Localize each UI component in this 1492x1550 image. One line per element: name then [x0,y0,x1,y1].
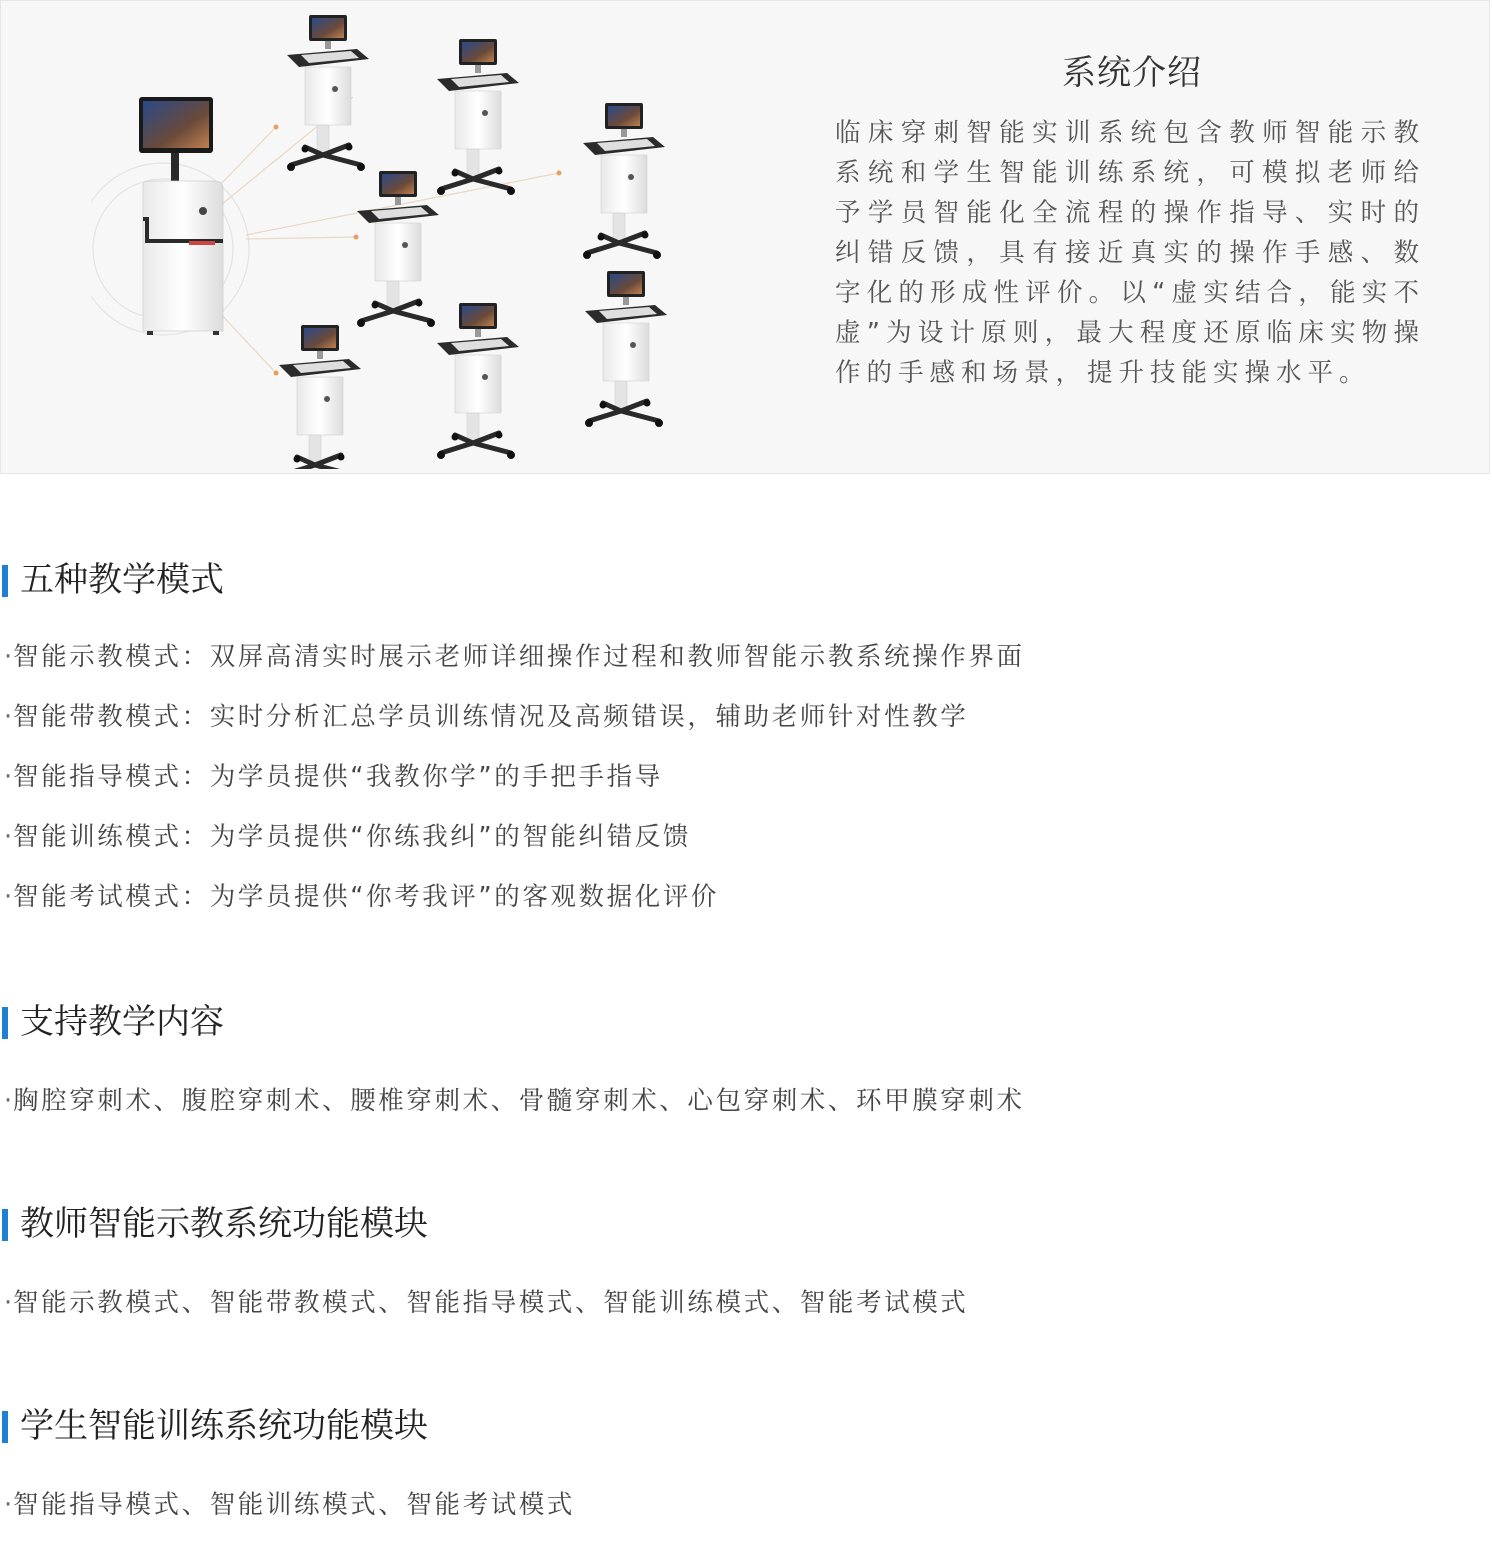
product-network-illustration [91,9,691,469]
list-item [0,1288,1492,1348]
section-title: 学生智能训练系统功能模块 [20,1406,428,1446]
section-heading [0,1404,1492,1448]
heading-accent-bar [2,565,8,597]
student-cart-icon [279,15,667,469]
list-item [0,1086,1492,1146]
section-title: 五种教学模式 [20,560,224,600]
bullet-dot-icon: · [4,1086,15,1116]
heading-accent-bar [2,1411,8,1443]
list-item-text: 智能带教模式：实时分析汇总学员训练情况及高频错误，辅助老师针对性教学 [13,702,969,732]
list-item-text: 智能指导模式、智能训练模式、智能考试模式 [13,1490,576,1520]
list-item [0,762,1492,822]
list-item [0,642,1492,702]
list-item [0,822,1492,882]
section-heading [0,1202,1492,1246]
bullet-dot-icon: · [4,1288,15,1318]
section-title: 教师智能示教系统功能模块 [20,1204,428,1244]
list-item [0,1490,1492,1550]
list-item-text: 智能训练模式：为学员提供“你练我纠”的智能纠错反馈 [13,822,691,852]
bullet-dot-icon: · [4,1490,15,1520]
intro-title: 系统介绍 [1062,53,1202,93]
system-intro-panel [0,0,1490,474]
section-teaching-modes [0,558,1492,942]
list-item-text: 智能考试模式：为学员提供“你考我评”的客观数据化评价 [13,882,720,912]
list-item-text: 智能示教模式、智能带教模式、智能指导模式、智能训练模式、智能考试模式 [13,1288,969,1318]
section-teaching-content [0,1000,1492,1146]
section-teacher-modules [0,1202,1492,1348]
list-item-text: 智能示教模式：双屏高清实时展示老师详细操作过程和教师智能示教系统操作界面 [13,642,1025,672]
section-title: 支持教学内容 [20,1002,224,1042]
heading-accent-bar [2,1209,8,1241]
section-heading [0,1000,1492,1044]
bullet-dot-icon: · [4,702,15,732]
bullet-dot-icon: · [4,762,15,792]
section-student-modules [0,1404,1492,1550]
section-heading [0,558,1492,602]
bullet-dot-icon: · [4,822,15,852]
list-item-text: 智能指导模式：为学员提供“我教你学”的手把手指导 [13,762,663,792]
bullet-dot-icon: · [4,642,15,672]
intro-description: 临床穿刺智能实训系统包含教师智能示教系统和学生智能训练系统，可模拟老师给予学员智能化全流程的操作指导、实时的纠错反馈，具有接近真实的操作手感、数字化的形成性评价。以“虚实结合，能实不虚”为设计原则，最大程度还原临床实物操作的手感和场景，提升技能实操水平。 [835,118,1425,388]
bullet-dot-icon: · [4,882,15,912]
heading-accent-bar [2,1007,8,1039]
list-item-text: 胸腔穿刺术、腹腔穿刺术、腰椎穿刺术、骨髓穿刺术、心包穿刺术、环甲膜穿刺术 [13,1086,1025,1116]
teacher-workstation-icon [139,97,223,335]
list-item [0,882,1492,942]
list-item [0,702,1492,762]
